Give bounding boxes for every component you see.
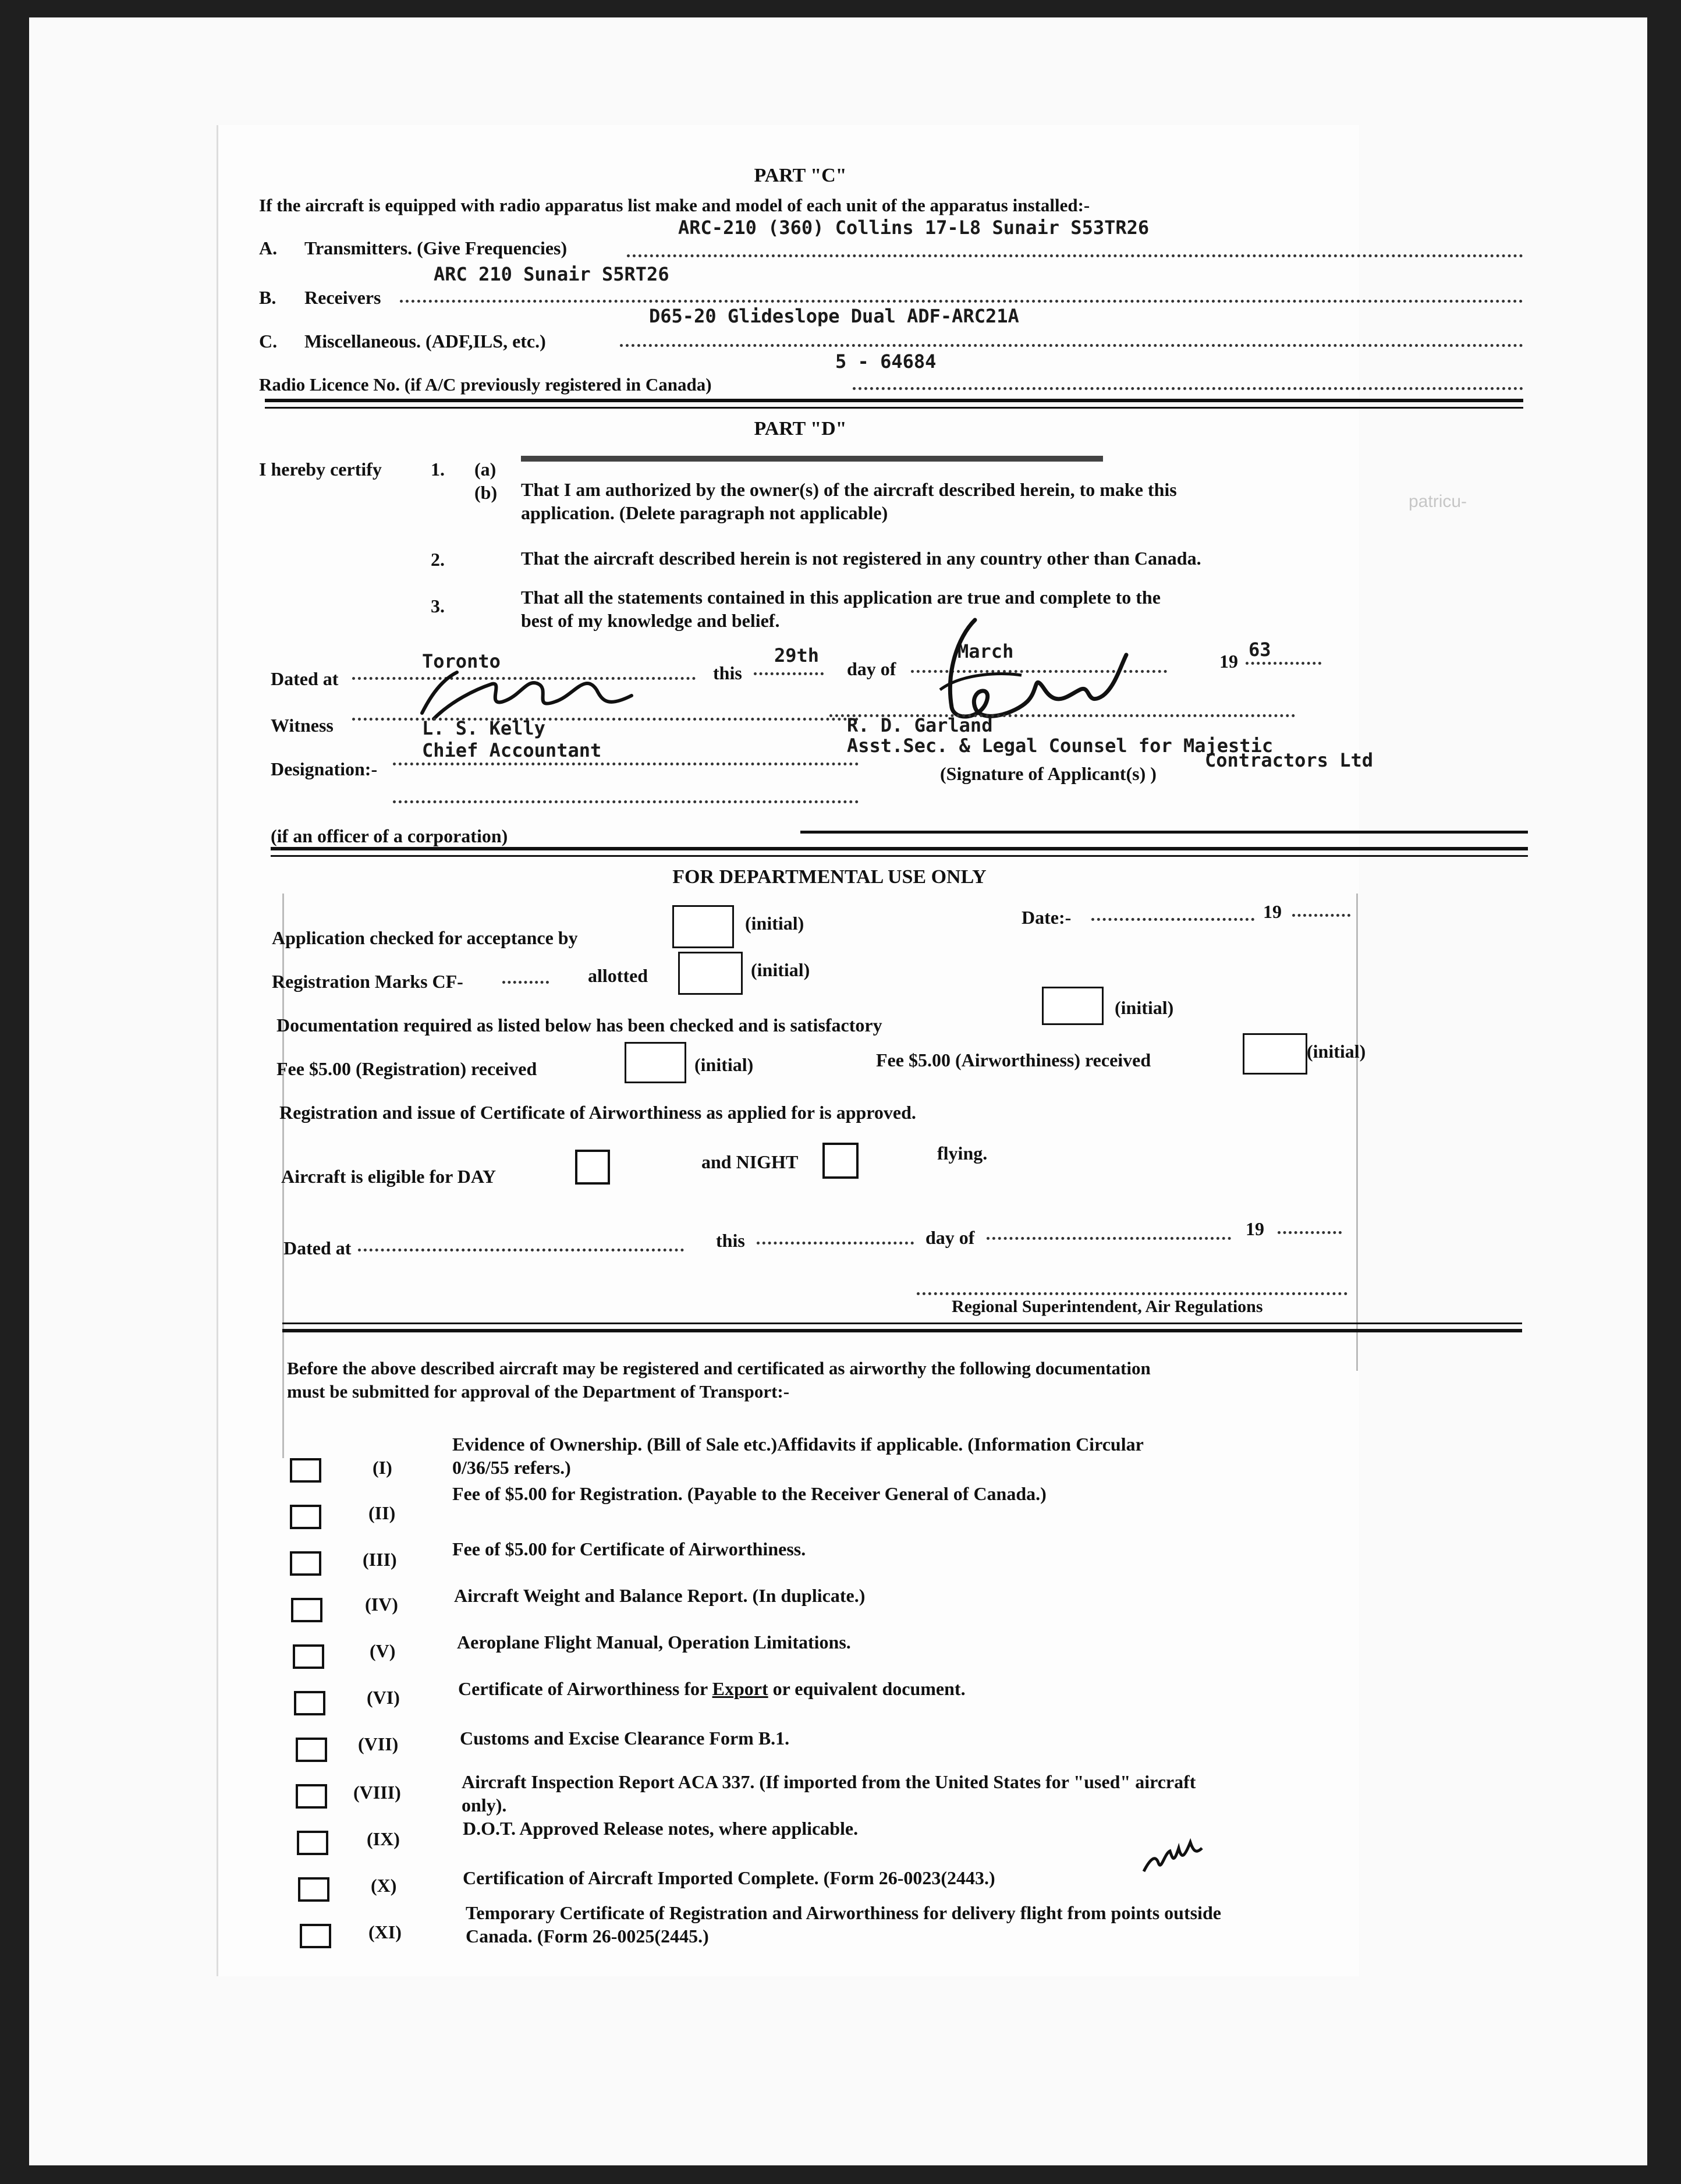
documentation-initial-box[interactable]: [1042, 987, 1104, 1025]
clerk-initials: [1138, 1831, 1208, 1877]
dept-day-of-label: day of: [925, 1227, 975, 1248]
doc-number-i: (I): [373, 1457, 392, 1478]
item-1-number: 1.: [431, 459, 445, 480]
checked-initial-label: (initial): [745, 913, 804, 934]
witness-label: Witness: [271, 715, 334, 736]
dept-year-line: [1278, 1231, 1342, 1234]
fee-air-initial-label: (initial): [1307, 1041, 1366, 1062]
doc-checkbox-xi[interactable]: [300, 1924, 331, 1948]
fee-reg-initial-box[interactable]: [625, 1042, 686, 1083]
bleed-through-mark: patricu-: [1409, 492, 1467, 511]
doc-checkbox-ix[interactable]: [297, 1831, 328, 1855]
doc-number-x: (X): [371, 1875, 397, 1896]
superintendent-label: Regional Superintendent, Air Regulations: [952, 1297, 1263, 1316]
year-value[interactable]: 63: [1249, 639, 1271, 661]
divider: [265, 407, 1523, 409]
day-value[interactable]: 29th: [774, 644, 820, 666]
doc-checkbox-iv[interactable]: [291, 1598, 322, 1622]
doc-text-xi: Temporary Certificate of Registration and Airworthiness for delivery flight from points outside: [466, 1902, 1221, 1923]
departmental-heading: FOR DEPARTMENTAL USE ONLY: [672, 866, 987, 888]
doc-text-vi-post: or equivalent document.: [768, 1678, 966, 1699]
item-1b-marker: (b): [474, 482, 498, 503]
month-value[interactable]: March: [957, 640, 1014, 662]
fee-reg-initial-label: (initial): [694, 1054, 754, 1075]
receivers-value[interactable]: ARC 210 Sunair S5RT26: [434, 263, 669, 285]
night-checkbox[interactable]: [822, 1143, 859, 1179]
day-checkbox[interactable]: [575, 1150, 610, 1185]
misc-letter: C.: [259, 331, 278, 352]
doc-number-v: (V): [370, 1640, 396, 1661]
superintendent-signature-line: [917, 1292, 1347, 1295]
doc-text-vii: Customs and Excise Clearance Form B.1.: [460, 1728, 790, 1749]
doc-text-vi-export: Export: [712, 1678, 768, 1699]
doc-checkbox-x[interactable]: [298, 1877, 329, 1902]
divider: [271, 847, 1528, 850]
scanned-page: [29, 17, 1647, 2165]
dept-dated-at-label: Dated at: [283, 1238, 352, 1258]
doc-text-ii: Fee of $5.00 for Registration. (Payable to the Receiver General of Canada.): [452, 1483, 1047, 1504]
this-day-line: [754, 672, 824, 675]
date-year: 19: [1263, 901, 1282, 922]
dept-year-label: 19: [1246, 1218, 1264, 1239]
licence-value[interactable]: 5 - 64684: [835, 350, 937, 373]
doc-number-vi: (VI): [367, 1687, 400, 1708]
witness-name[interactable]: L. S. Kelly: [422, 717, 545, 739]
doc-number-iv: (IV): [365, 1594, 398, 1615]
divider: [265, 399, 1523, 402]
fee-reg-label: Fee $5.00 (Registration) received: [276, 1058, 537, 1079]
checked-initial-box[interactable]: [672, 905, 734, 948]
dept-dated-at-line: [358, 1249, 684, 1251]
divider: [271, 855, 1528, 857]
dept-right-border: [1356, 894, 1358, 1371]
date-line: [1091, 918, 1254, 921]
item-1a-marker: (a): [474, 459, 497, 480]
applicant-company: Contractors Ltd: [1205, 749, 1373, 771]
this-label: this: [713, 662, 742, 683]
transmitters-label: Transmitters. (Give Frequencies): [304, 237, 568, 258]
officer-note: (if an officer of a corporation): [271, 825, 508, 846]
doc-checkbox-i[interactable]: [290, 1458, 321, 1483]
licence-label: Radio Licence No. (if A/C previously registered in Canada): [259, 374, 712, 395]
item-1b-text-2: application. (Delete paragraph not applicable): [521, 502, 888, 523]
doc-text-iii: Fee of $5.00 for Certificate of Airworthiness.: [452, 1538, 806, 1559]
doc-number-vii: (VII): [358, 1733, 399, 1754]
dept-this-label: this: [716, 1230, 745, 1251]
doc-text-i: Evidence of Ownership. (Bill of Sale etc.)Affidavits if applicable. (Information Circular: [452, 1434, 1144, 1455]
signature-caption: (Signature of Applicant(s) ): [940, 763, 1157, 784]
receivers-label: Receivers: [304, 287, 381, 308]
year-line: [1246, 662, 1321, 665]
doc-number-ii: (II): [368, 1502, 396, 1523]
item-2-number: 2.: [431, 549, 445, 570]
applicant-name: R. D. Garland: [847, 714, 993, 736]
part-c-heading: PART "C": [754, 165, 847, 186]
doc-checkbox-v[interactable]: [293, 1644, 324, 1669]
doc-number-xi: (XI): [368, 1921, 402, 1942]
doc-checkbox-vii[interactable]: [296, 1738, 327, 1762]
reg-marks-line: [502, 981, 549, 984]
eligible-day-label: Aircraft is eligible for DAY: [281, 1166, 497, 1187]
dept-this-line: [757, 1242, 914, 1245]
doc-checkbox-viii[interactable]: [296, 1784, 327, 1809]
doc-text-viii: Aircraft Inspection Report ACA 337. (If imported from the United States for "used" aircraft: [462, 1771, 1196, 1792]
reg-marks-initial-label: (initial): [751, 959, 810, 980]
year-prefix: 19: [1219, 651, 1238, 672]
documentation-checked-label: Documentation required as listed below has been checked and is satisfactory: [276, 1015, 882, 1036]
issue-approved-label: Registration and issue of Certificate of Airworthiness as applied for is approved.: [279, 1102, 916, 1123]
divider: [282, 1329, 1522, 1332]
doc-checkbox-ii[interactable]: [290, 1505, 321, 1529]
item-3-text: That all the statements contained in this application are true and complete to the: [521, 587, 1161, 608]
checked-label: Application checked for acceptance by: [272, 927, 578, 948]
designation-value[interactable]: Chief Accountant: [422, 739, 602, 761]
part-d-heading: PART "D": [754, 418, 847, 439]
licence-line: [853, 387, 1523, 390]
doc-text-v: Aeroplane Flight Manual, Operation Limitations.: [457, 1632, 851, 1653]
item-2-text: That the aircraft described herein is not registered in any country other than Canada.: [521, 548, 1201, 569]
transmitters-line: [627, 254, 1523, 257]
deleted-paragraph-1a: [521, 456, 1103, 462]
part-c-intro: If the aircraft is equipped with radio apparatus list make and model of each unit of the apparatus installed:-: [259, 195, 1090, 215]
dated-at-label: Dated at: [271, 668, 339, 689]
doc-text-ix: D.O.T. Approved Release notes, where applicable.: [463, 1818, 859, 1839]
date-label: Date:-: [1022, 907, 1072, 928]
designation-line: [393, 763, 859, 765]
dept-month-line: [987, 1237, 1231, 1240]
and-night-label: and NIGHT: [701, 1151, 799, 1172]
doc-number-ix: (IX): [367, 1828, 400, 1849]
doc-checkbox-iii[interactable]: [290, 1551, 321, 1576]
doc-text-i-2: 0/36/55 refers.): [452, 1457, 571, 1478]
misc-line: [620, 344, 1523, 347]
receivers-line: [400, 300, 1523, 303]
certify-label: I hereby certify: [259, 459, 382, 480]
item-3-number: 3.: [431, 595, 445, 616]
transmitters-value[interactable]: ARC-210 (360) Collins 17-L8 Sunair S53TR26: [678, 217, 1150, 239]
doc-text-viii-2: only).: [462, 1795, 507, 1816]
doc-number-viii: (VIII): [353, 1782, 401, 1803]
item-1b-text: That I am authorized by the owner(s) of the aircraft described herein, to make this: [521, 479, 1177, 500]
dated-at-value[interactable]: Toronto: [422, 650, 501, 672]
application-form: [217, 125, 1373, 1976]
allotted-label: allotted: [588, 965, 648, 986]
doc-text-vi-pre: Certificate of Airworthiness for: [458, 1678, 712, 1699]
documentation-initial-label: (initial): [1115, 997, 1174, 1018]
fee-air-initial-box[interactable]: [1243, 1033, 1307, 1075]
misc-value[interactable]: D65-20 Glideslope Dual ADF-ARC21A: [649, 305, 1019, 327]
documentation-intro: Before the above described aircraft may be registered and certificated as airworthy the following documentation: [287, 1358, 1151, 1378]
divider: [282, 1323, 1522, 1324]
applicant-title: Asst.Sec. & Legal Counsel for Majestic: [847, 735, 1274, 757]
doc-text-vi: [458, 1679, 966, 1698]
reg-marks-initial-box[interactable]: [678, 952, 743, 995]
fee-air-label: Fee $5.00 (Airworthiness) received: [876, 1050, 1151, 1070]
doc-text-xi-2: Canada. (Form 26-0025(2445.): [466, 1926, 709, 1947]
documentation-intro-2: must be submitted for approval of the Department of Transport:-: [287, 1381, 790, 1402]
transmitters-letter: A.: [259, 237, 278, 258]
divider: [800, 831, 1528, 834]
item-3-text-2: best of my knowledge and belief.: [521, 610, 780, 631]
flying-label: flying.: [937, 1143, 988, 1164]
doc-number-iii: (III): [363, 1549, 397, 1570]
designation-label: Designation:-: [271, 758, 378, 779]
doc-text-x: Certification of Aircraft Imported Complete. (Form 26-0023(2443.): [463, 1867, 995, 1888]
day-of-label: day of: [847, 658, 896, 679]
designation-extra-line: [393, 800, 859, 803]
misc-label: Miscellaneous. (ADF,ILS, etc.): [304, 331, 546, 352]
doc-text-iv: Aircraft Weight and Balance Report. (In duplicate.): [454, 1585, 866, 1606]
doc-checkbox-vi[interactable]: [294, 1691, 325, 1715]
reg-marks-label: Registration Marks CF-: [272, 971, 463, 992]
date-year-line: [1292, 914, 1350, 917]
receivers-letter: B.: [259, 287, 276, 308]
